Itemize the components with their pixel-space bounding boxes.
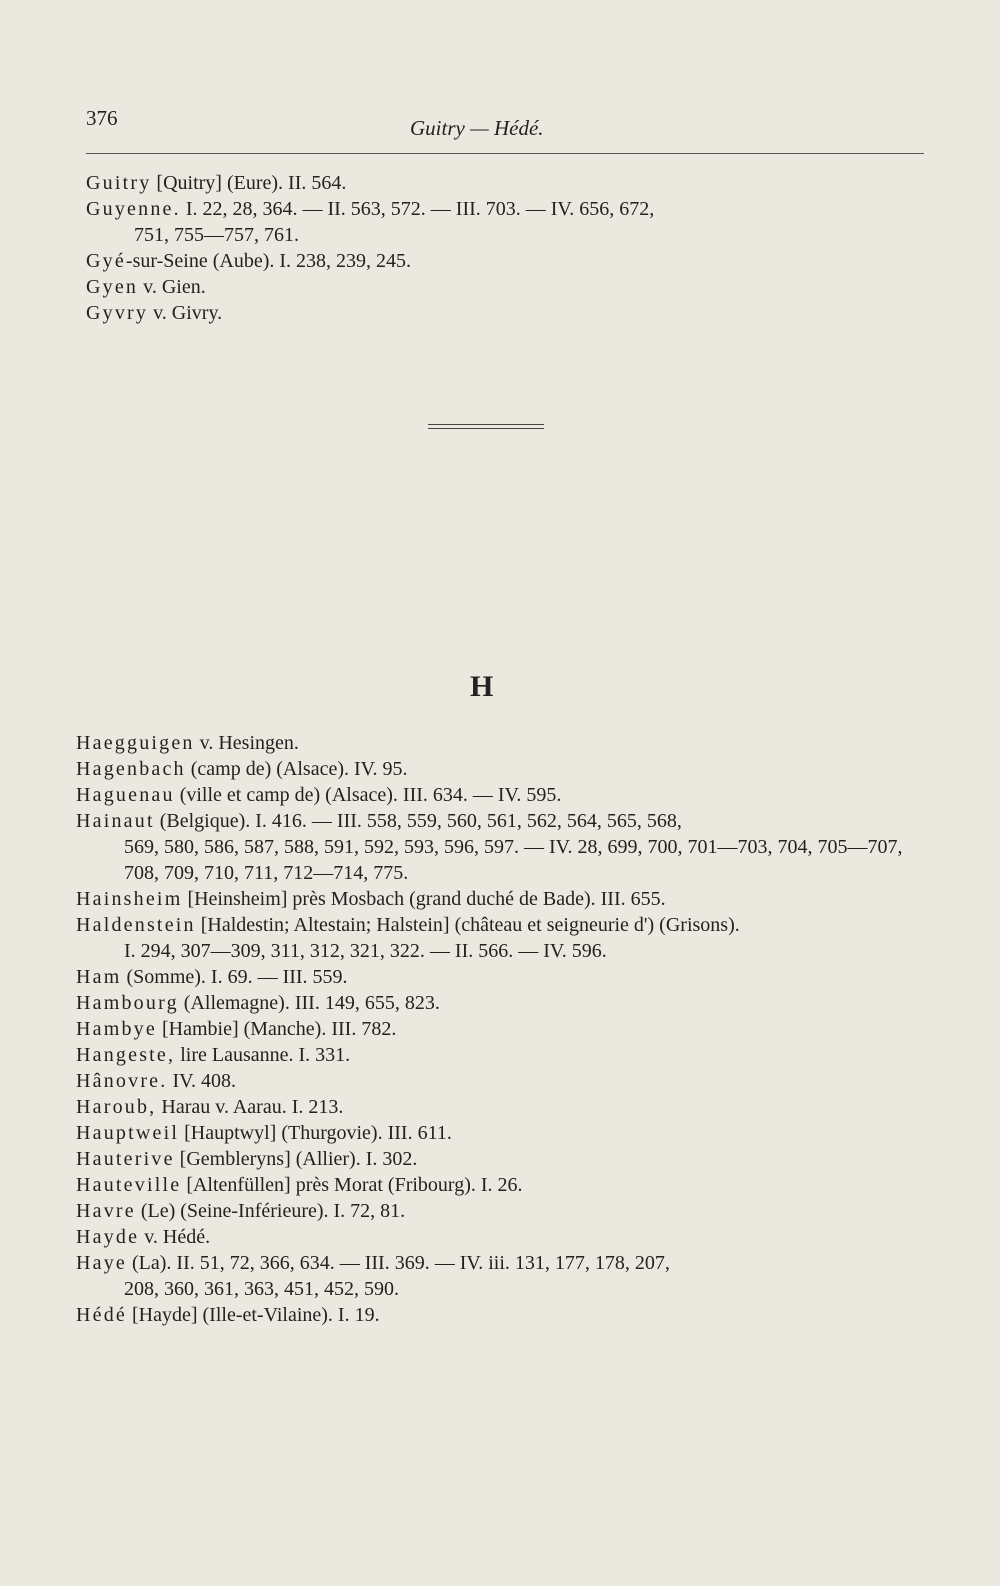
entry-headword: Haegguigen (76, 732, 195, 754)
entry-references: [Hauptwyl] (Thurgovie). III. 611. (179, 1122, 452, 1144)
entry-references: lire Lausanne. I. 331. (175, 1044, 351, 1066)
entry-headword: Gyen (86, 276, 139, 298)
entry-headword: Hainsheim (76, 888, 183, 910)
entry-references: [Quitry] (Eure). II. 564. (151, 172, 347, 194)
entry-headword: Hédé (76, 1304, 127, 1326)
entry-headword: Guitry (86, 172, 152, 194)
entry-headword: Havre (76, 1200, 136, 1222)
entry-references: (ville et camp de) (Alsace). III. 634. — IV. 595. (174, 784, 562, 806)
entry-headword: Gyé (86, 250, 126, 272)
entry-headword: Hauptweil (76, 1122, 180, 1144)
entry-headword: Ham (76, 966, 122, 988)
entry-headword: Haguenau (76, 784, 175, 806)
index-entries-g (86, 170, 916, 326)
entry-references: v. Givry. (148, 302, 223, 324)
entry-headword: Hainaut (76, 810, 155, 832)
entry-headword: Hânovre. (76, 1070, 168, 1092)
entry-headword: Hangeste, (76, 1044, 176, 1066)
index-entry (76, 964, 906, 990)
entry-references: Harau v. Aarau. I. 213. (156, 1096, 344, 1118)
entry-references: (camp de) (Alsace). IV. 95. (185, 758, 408, 780)
index-entry (86, 196, 916, 248)
entry-headword: Hagenbach (76, 758, 186, 780)
index-entries-h (76, 730, 906, 1328)
entry-headword: Hambourg (76, 992, 179, 1014)
index-entry (76, 1068, 906, 1094)
entry-continuation: 569, 580, 586, 587, 588, 591, 592, 593, 596, 597. — IV. 28, 699, 700, 701—703, 704, 705—707, 708, 709, 710, 711, 712—714, 775. (124, 836, 903, 884)
entry-references: v. Hédé. (139, 1226, 211, 1248)
page-number: 376 (86, 106, 118, 130)
index-entry (76, 1120, 906, 1146)
entry-headword: Guyenne. (86, 198, 181, 220)
index-entry (76, 1146, 906, 1172)
entry-references: (Belgique). I. 416. — III. 558, 559, 560, 561, 562, 564, 565, 568, (154, 810, 682, 832)
entry-continuation: I. 294, 307—309, 311, 312, 321, 322. — II. 566. — IV. 596. (124, 940, 607, 962)
index-entry (86, 274, 916, 300)
index-entry (76, 782, 906, 808)
index-entry (76, 1016, 906, 1042)
header-rule (86, 153, 924, 154)
index-entry (76, 1094, 906, 1120)
entry-references: v. Gien. (138, 276, 206, 298)
running-head (86, 100, 926, 142)
entry-references: v. Hesingen. (194, 732, 299, 754)
running-title: Guitry — Hédé. (410, 116, 544, 140)
entry-references: (La). II. 51, 72, 366, 634. — III. 369. — IV. iii. 131, 177, 178, 207, (127, 1252, 670, 1274)
index-entry (76, 1302, 906, 1328)
index-entry (76, 912, 906, 964)
index-entry (76, 808, 906, 886)
index-entry (76, 886, 906, 912)
section-letter: H (470, 670, 494, 703)
index-entry (76, 1198, 906, 1224)
entry-references: (Le) (Seine-Inférieure). I. 72, 81. (135, 1200, 406, 1222)
entry-references: [Gembleryns] (Allier). I. 302. (174, 1148, 418, 1170)
entry-references: (Allemagne). III. 149, 655, 823. (178, 992, 440, 1014)
entry-references: (Somme). I. 69. — III. 559. (121, 966, 348, 988)
entry-headword: Hayde (76, 1226, 140, 1248)
entry-headword: Haldenstein (76, 914, 196, 936)
index-entry (76, 1250, 906, 1302)
entry-references: I. 22, 28, 364. — II. 563, 572. — III. 703. — IV. 656, 672, (180, 198, 655, 220)
entry-references: [Haldestin; Altestain; Halstein] (château et seigneurie d') (Grisons). (195, 914, 740, 936)
entry-references: [Hayde] (Ille-et-Vilaine). I. 19. (127, 1304, 380, 1326)
index-entry (76, 1224, 906, 1250)
entry-headword: Hambye (76, 1018, 157, 1040)
entry-references: [Altenfüllen] près Morat (Fribourg). I. 26. (181, 1174, 523, 1196)
index-entry (76, 990, 906, 1016)
index-entry (76, 756, 906, 782)
entry-references: -sur-Seine (Aube). I. 238, 239, 245. (125, 250, 412, 272)
section-divider (428, 424, 544, 432)
index-entry (86, 170, 916, 196)
index-entry (76, 1042, 906, 1068)
entry-headword: Haye (76, 1252, 127, 1274)
index-entry (86, 248, 916, 274)
index-entry (76, 1172, 906, 1198)
index-entry (86, 300, 916, 326)
entry-references: IV. 408. (167, 1070, 236, 1092)
entry-continuation: 751, 755—757, 761. (134, 224, 299, 246)
index-entry (76, 730, 906, 756)
entry-headword: Hauteville (76, 1174, 182, 1196)
entry-references: [Heinsheim] près Mosbach (grand duché de Bade). III. 655. (182, 888, 666, 910)
entry-headword: Gyvry (86, 302, 149, 324)
entry-references: [Hambie] (Manche). III. 782. (156, 1018, 397, 1040)
entry-headword: Haroub, (76, 1096, 157, 1118)
entry-headword: Hauterive (76, 1148, 175, 1170)
entry-continuation: 208, 360, 361, 363, 451, 452, 590. (124, 1278, 399, 1300)
